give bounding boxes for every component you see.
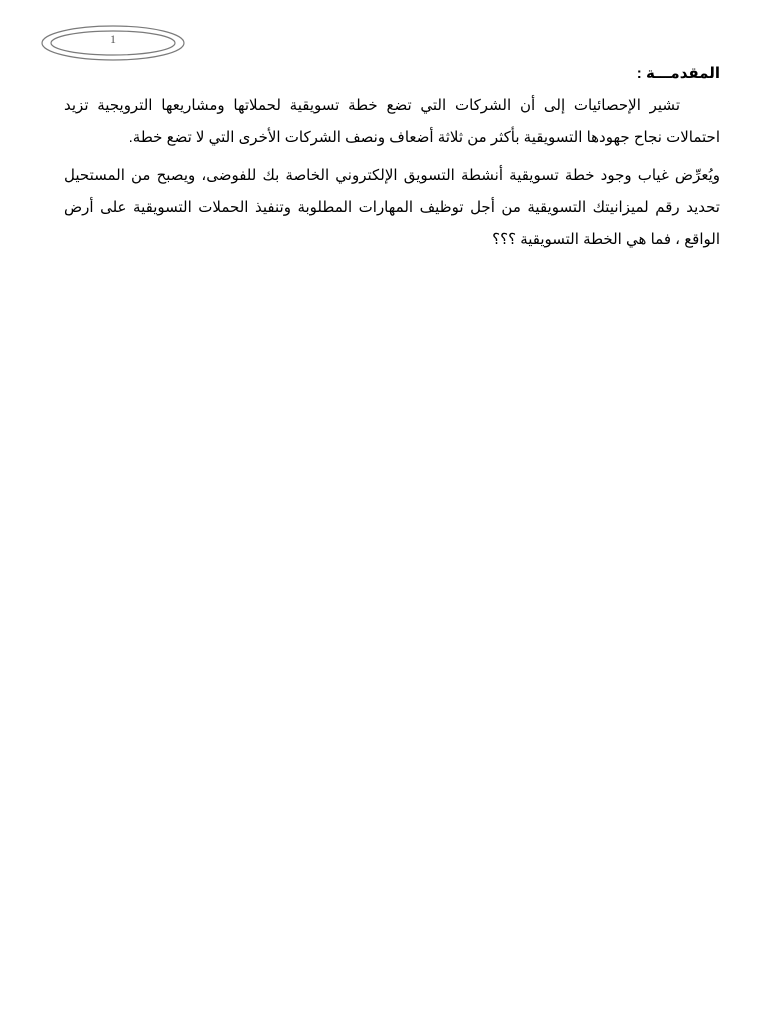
paragraph: ويُعرِّض غياب وجود خطة تسويقية أنشطة التسويق الإلكتروني الخاصة بك للفوضى، ويصبح من المستحيل تحديد رقم لميزانيتك التسويقية من أجل توظيف المهارات المطلوبة وتنفيذ الحملات التسويقية على أرض الواقع ، فما هي الخطة التسويقية ؟؟؟ xyxy=(64,167,720,248)
page-number-badge xyxy=(40,24,186,62)
document-body xyxy=(64,60,720,256)
paragraph: تشير الإحصائيات إلى أن الشركات التي تضع خطة تسويقية لحملاتها ومشاريعها الترويجية تزيد احتمالات نجاح جهودها التسويقية بأكثر من ثلاثة أضعاف ونصف الشركات الأخرى التي لا تضع خطة. xyxy=(64,97,720,146)
page-number: 1 xyxy=(110,32,116,46)
section-heading: المقدمـــة : xyxy=(636,65,720,82)
